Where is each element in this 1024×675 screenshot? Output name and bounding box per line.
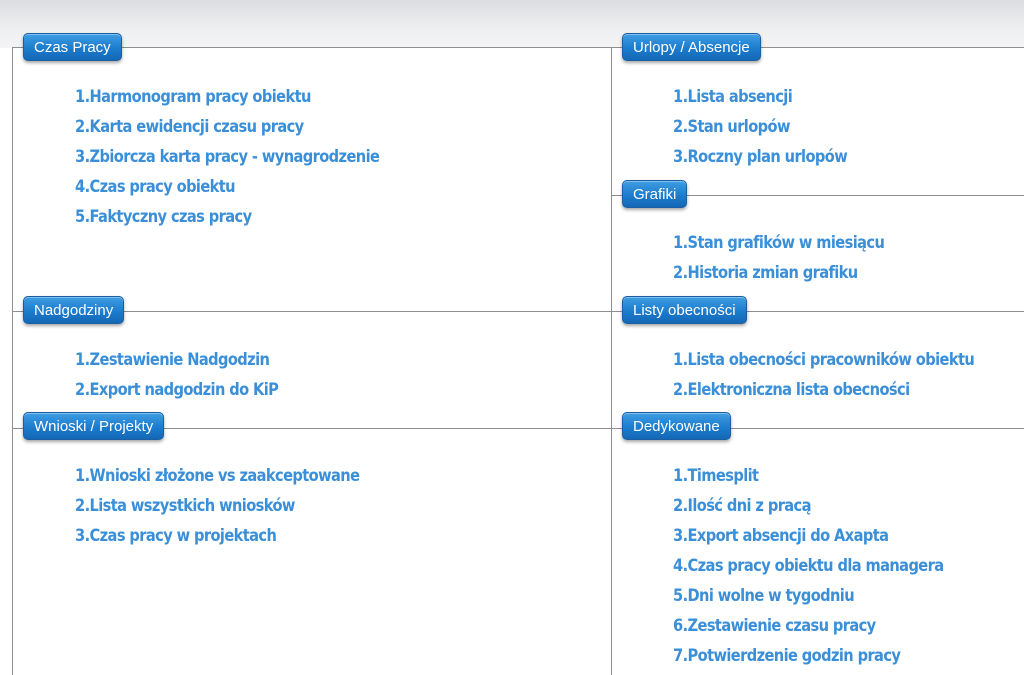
link-dni-wolne-w-tygodniu[interactable]: 5.Dni wolne w tygodniu	[673, 586, 855, 606]
czas-pracy-list	[75, 82, 429, 232]
link-lista-obecnosci-pracownikow[interactable]: 1.Lista obecności pracowników obiektu	[673, 350, 975, 370]
list-item	[673, 375, 1023, 405]
link-ilosc-dni-z-praca[interactable]: 2.Ilość dni z pracą	[673, 496, 811, 516]
list-item	[75, 461, 406, 491]
tab-wnioski-projekty[interactable]: Wnioski / Projekty	[23, 412, 164, 440]
list-item	[673, 112, 875, 142]
list-item	[673, 461, 988, 491]
list-item	[75, 491, 406, 521]
tab-czas-pracy[interactable]: Czas Pracy	[23, 33, 122, 61]
list-item	[75, 345, 311, 375]
list-item	[673, 345, 1023, 375]
divider-czas-pracy	[12, 47, 1024, 48]
link-faktyczny-czas-pracy[interactable]: 5.Faktyczny czas pracy	[75, 207, 252, 227]
link-zestawienie-czasu-pracy[interactable]: 6.Zestawienie czasu pracy	[673, 616, 876, 636]
link-timesplit[interactable]: 1.Timesplit	[673, 466, 759, 486]
list-item	[673, 228, 919, 258]
list-item	[673, 82, 875, 112]
link-lista-wnioskow[interactable]: 2.Lista wszystkich wniosków	[75, 496, 295, 516]
tab-urlopy-absencje[interactable]: Urlopy / Absencje	[622, 33, 761, 61]
link-stan-grafikow[interactable]: 1.Stan grafików w miesiącu	[673, 233, 885, 253]
top-bar	[0, 0, 1024, 48]
link-czas-pracy-obiektu[interactable]: 4.Czas pracy obiektu	[75, 177, 235, 197]
list-item	[75, 142, 429, 172]
link-historia-zmian-grafiku[interactable]: 2.Historia zmian grafiku	[673, 263, 858, 283]
listy-obecnosci-list	[673, 345, 1023, 405]
link-export-absencji-axapta[interactable]: 3.Export absencji do Axapta	[673, 526, 889, 546]
link-zestawienie-nadgodzin[interactable]: 1.Zestawienie Nadgodzin	[75, 350, 270, 370]
link-lista-absencji[interactable]: 1.Lista absencji	[673, 87, 793, 107]
wnioski-list	[75, 461, 406, 551]
list-item	[75, 521, 406, 551]
urlopy-list	[673, 82, 875, 172]
center-divider	[611, 47, 612, 675]
dedykowane-list	[673, 461, 988, 671]
list-item	[673, 258, 919, 288]
link-harmonogram-pracy-obiektu[interactable]: 1.Harmonogram pracy obiektu	[75, 87, 311, 107]
link-elektroniczna-lista-obecnosci[interactable]: 2.Elektroniczna lista obecności	[673, 380, 910, 400]
list-item	[673, 551, 988, 581]
list-item	[673, 142, 875, 172]
link-zbiorcza-karta-pracy[interactable]: 3.Zbiorcza karta pracy - wynagrodzenie	[75, 147, 380, 167]
list-item	[673, 521, 988, 551]
list-item	[75, 172, 429, 202]
list-item	[75, 82, 429, 112]
list-item	[673, 491, 988, 521]
tab-listy-obecnosci[interactable]: Listy obecności	[622, 296, 747, 324]
nadgodziny-list	[75, 345, 311, 405]
link-stan-urlopow[interactable]: 2.Stan urlopów	[673, 117, 790, 137]
tab-dedykowane[interactable]: Dedykowane	[622, 412, 731, 440]
link-potwierdzenie-godzin-pracy[interactable]: 7.Potwierdzenie godzin pracy	[673, 646, 901, 666]
list-item	[75, 202, 429, 232]
link-wnioski-zlozone[interactable]: 1.Wnioski złożone vs zaakceptowane	[75, 466, 360, 486]
list-item	[673, 641, 988, 671]
list-item	[75, 375, 311, 405]
grafiki-list	[673, 228, 919, 288]
list-item	[673, 581, 988, 611]
tab-grafiki[interactable]: Grafiki	[622, 180, 687, 208]
tab-nadgodziny[interactable]: Nadgodziny	[23, 296, 124, 324]
divider-nadgodziny	[12, 311, 1024, 312]
link-karta-ewidencji[interactable]: 2.Karta ewidencji czasu pracy	[75, 117, 304, 137]
list-item	[75, 112, 429, 142]
link-czas-pracy-obiektu-managera[interactable]: 4.Czas pracy obiektu dla managera	[673, 556, 944, 576]
left-border	[12, 47, 13, 675]
list-item	[673, 611, 988, 641]
link-roczny-plan-urlopow[interactable]: 3.Roczny plan urlopów	[673, 147, 848, 167]
link-export-nadgodzin[interactable]: 2.Export nadgodzin do KiP	[75, 380, 279, 400]
link-czas-pracy-w-projektach[interactable]: 3.Czas pracy w projektach	[75, 526, 277, 546]
